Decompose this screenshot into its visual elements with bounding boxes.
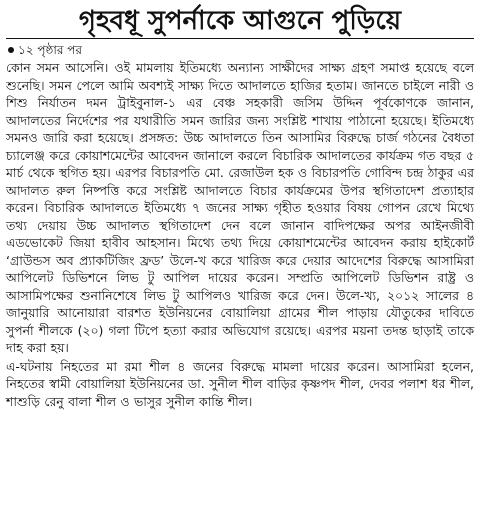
headline-divider [6,38,474,39]
continued-from-marker [6,41,474,59]
continued-from-label: ১২ পৃষ্ঠার পর [18,43,83,57]
headline: গৃহবধূ সুপর্নাকে আগুনে পুড়িয়ে [78,6,402,36]
article-paragraph: কোন সমন আসেনি। ওই মামলায় ইতিমধ্যে অন্যান্য সাক্ষীদের সাক্ষ্য গ্রহণ সমাপ্ত হয়েছে বলে শুনেছি। সমন পেলে আমি অবশ্যই সাক্ষ্য দিতে আদালতে হাজির হতাম। জানতে চাইলে নারী ও শিশু নির্যাতন দমন ট্রাইবুনাল-১ এর বেঞ্চ সহকারী জসিম উদ্দিন পূর্বকোণকে জানান, আদালতের নির্দেশের পর যথারীতি সমন জারির জন্য সংশ্লিষ্ট শাখায় পাঠানো হয়েছে। ইতিমধ্যে সমনও জারি করা হয়েছে। প্রসঙ্গত: উচ্চ আদালতে তিন আসামির বিরুদ্ধে চার্জ গঠনের বৈধতা চ্যালেঞ্জ করে কোয়াশমেন্টের আবেদন জানালে করলে বিচারিক আদালতের কার্যক্রম গত বছর ৫ মার্চ থেকে স্থগিত হয়। এরপর বিচারপতি মো. রেজাউল হক ও বিচারপতি গোবিন্দ চন্দ্র ঠাকুর এর আদালত রুল নিষ্পত্তি করে সংশ্লিষ্ট আদালতে বিচার কার্যক্রমের উপর স্থগিতাদেশ প্রত্যাহার করেন। বিচারিক আদালতে ইতিমধ্যে ৭ জনের সাক্ষ্য গৃহীত হওয়ার বিষয় গোপন রেখে মিথ্যে তথ্য দেয়ায় উচ্চ আদালত স্থগিতাদেশ দেন বলে জানান বাদিপক্ষের অপর আইনজীবী এডভোকেট জিয়া হাবীব আহসান। মিথ্যে তথ্য দিয়ে কোয়াশমেন্টের আবেদন করায় হাইকোর্ট ‘গ্রাউন্ডস অব প্র্যাকটিজিং ফ্রড’ উলে-খ করে খারিজ করে দেয়ার আদেশের বিরুদ্ধে আসামিরা আপিলেট ডিভিশনে লিভ টু আপিল দায়ের করেন। সম্প্রতি আপিলেট ডিভিশন রাষ্ট্র ও আসামিপক্ষের শুনানিশেষে লিভ টু আপিলও খারিজ করে দেন। উলে-খ্য, ২০১২ সালের ৪ জানুয়ারি আনোয়ারা বারশত ইউনিয়নের বোয়ালিয়া গ্রামের শীল পাড়ায় যৌতুকের দাবিতে সুপর্না শীলকে (২০) গলা টিপে হত্যা করার অভিযোগ রয়েছে। এরপর ময়না তদন্ত ছাড়াই তাকে দাহ করা হয়। [6,60,474,355]
article-paragraph: এ-ঘটনায় নিহতের মা রমা শীল ৪ জনের বিরুদ্ধে মামলা দায়ের করেন। আসামিরা হলেন, নিহতের স্বামী বোয়ালিয়া ইউনিয়নের ডা. সুনীল শীল বাড়ির কৃষ্ণপদ শীল, দেবর পলাশ ধর শীল, শাশুড়ি রেনু বালা শীল ও ভাসুর সুনীল কান্তি শীল। [6,358,474,409]
bullet-icon [8,47,14,53]
